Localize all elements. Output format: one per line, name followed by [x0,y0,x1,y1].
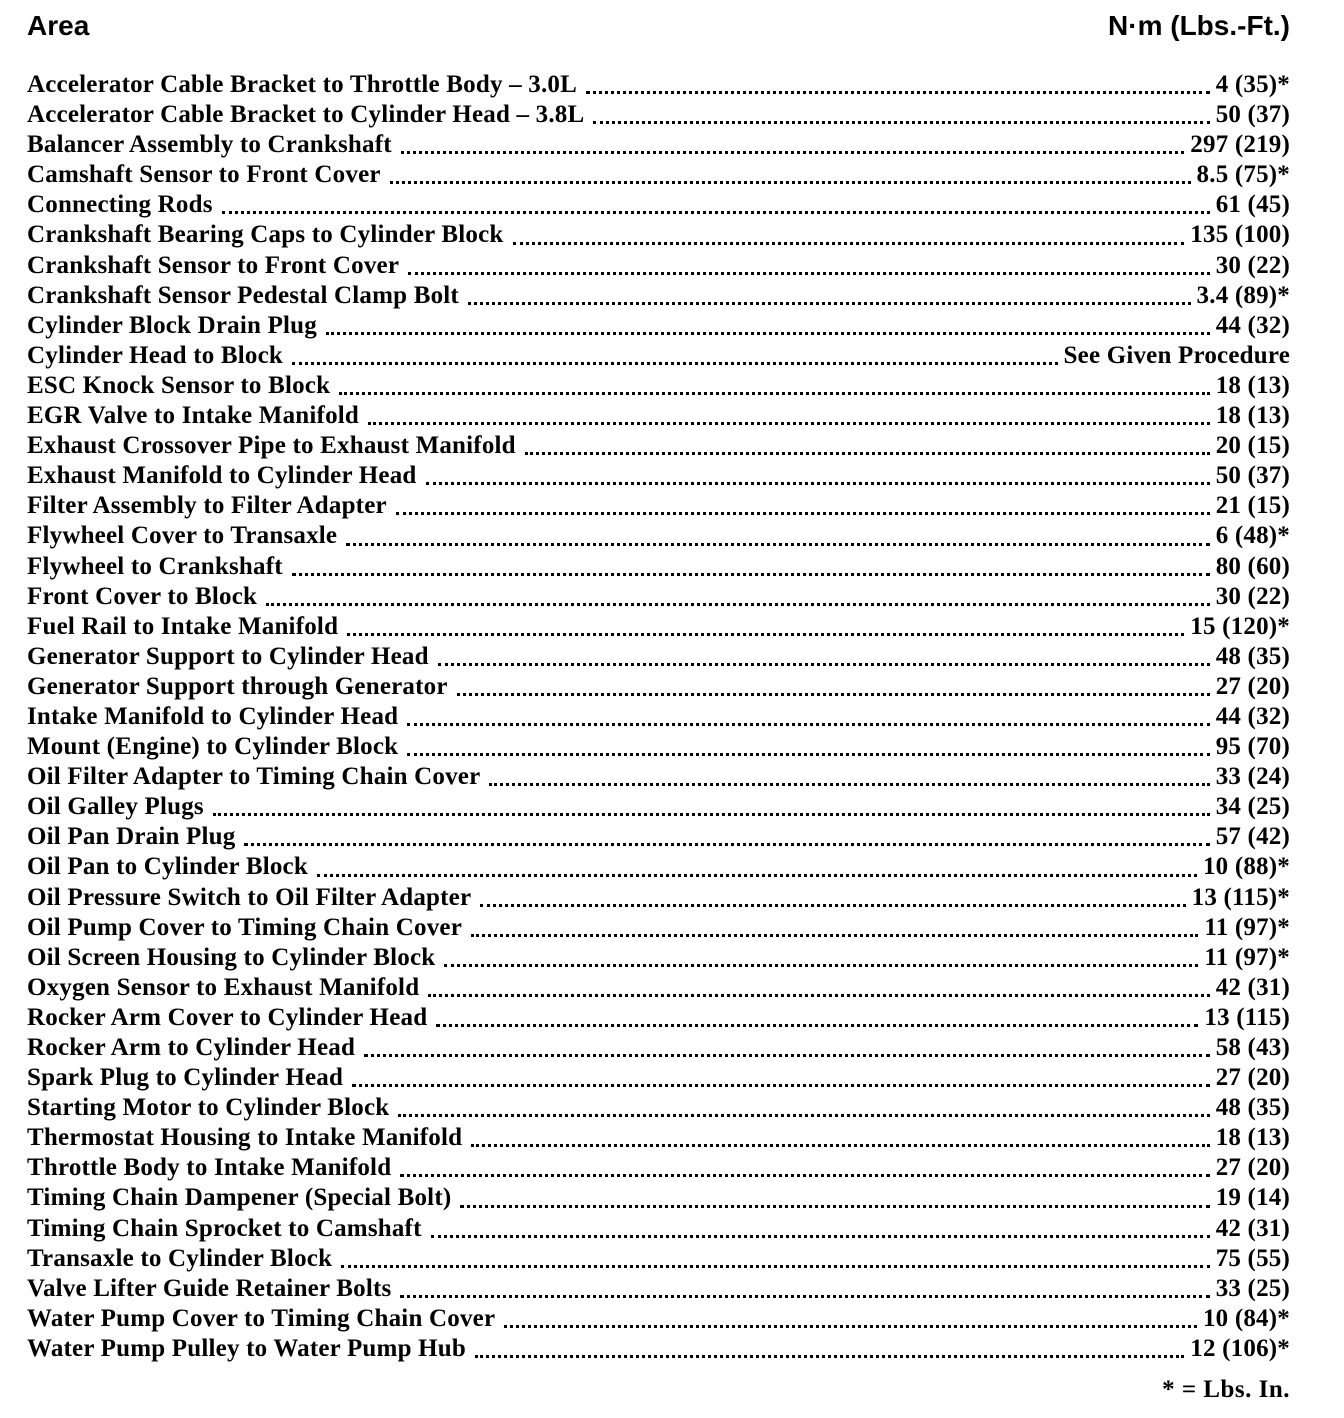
table-row [27,913,1290,943]
dot-leader [471,1144,1209,1147]
row-value: 33 (25) [1215,1274,1290,1302]
dot-leader [407,723,1209,726]
table-row [27,732,1290,762]
row-label: Front Cover to Block [27,582,258,610]
row-label: Filter Assembly to Filter Adapter [27,492,387,520]
row-label: Oil Screen Housing to Cylinder Block [27,943,436,971]
table-row [27,100,1290,130]
table-row [27,1183,1290,1213]
row-value: 13 (115) [1204,1003,1290,1031]
row-label: Flywheel Cover to Transaxle [27,522,338,550]
row-value: 3.4 (89)* [1196,281,1290,309]
row-value: 11 (97)* [1204,913,1290,941]
table-row [27,642,1290,672]
dot-leader [513,242,1185,245]
row-label: Crankshaft Sensor to Front Cover [27,251,400,279]
row-label: Oil Pressure Switch to Oil Filter Adapter [27,883,472,911]
row-label: Water Pump Cover to Timing Chain Cover [27,1304,496,1332]
dot-leader [586,91,1210,94]
table-row [27,582,1290,612]
row-value: 57 (42) [1215,823,1290,851]
row-label: Throttle Body to Intake Manifold [27,1154,392,1182]
row-label: Crankshaft Bearing Caps to Cylinder Block [27,221,504,249]
dot-leader [400,1174,1209,1177]
row-value: 44 (32) [1215,702,1290,730]
row-value: 20 (15) [1215,432,1290,460]
row-value: 18 (13) [1215,371,1290,399]
row-value: 18 (13) [1215,402,1290,430]
column-header-area: Area [27,10,90,41]
table-row [27,1244,1290,1274]
table-row [27,1033,1290,1063]
table-row [27,251,1290,281]
table-row [27,461,1290,491]
dot-leader [352,1084,1210,1087]
row-value: 4 (35)* [1215,71,1290,98]
table-row [27,1334,1290,1364]
row-value: 80 (60) [1215,552,1290,580]
dot-leader [341,1265,1210,1268]
table-row [27,341,1290,371]
table-row [27,521,1290,551]
row-label: Intake Manifold to Cylinder Head [27,702,399,730]
row-label: Timing Chain Dampener (Special Bolt) [27,1184,452,1212]
row-label: Rocker Arm to Cylinder Head [27,1034,356,1061]
row-label: Oxygen Sensor to Exhaust Manifold [27,973,420,1001]
row-value: 6 (48)* [1215,522,1290,550]
row-label: Crankshaft Sensor Pedestal Clamp Bolt [27,281,459,309]
table-row [27,1093,1290,1123]
dot-leader [401,151,1185,154]
table-row [27,883,1290,913]
table-row [27,852,1290,882]
row-value: 27 (20) [1215,672,1290,700]
row-label: Exhaust Crossover Pipe to Exhaust Manifold [27,432,516,460]
table-row [27,943,1290,973]
table-row [27,491,1290,521]
dot-leader [407,753,1209,756]
row-label: Generator Support to Cylinder Head [27,642,429,670]
row-value: 44 (32) [1215,311,1290,339]
table-row [27,1123,1290,1153]
table-row [27,70,1290,100]
table-row [27,1063,1290,1093]
dot-leader [398,1114,1209,1117]
row-value: See Given Procedure [1063,341,1290,369]
table-row [27,1153,1290,1183]
row-label: Generator Support through Generator [27,672,448,700]
dot-leader [438,663,1210,666]
row-value: 58 (43) [1215,1034,1290,1061]
row-value: 95 (70) [1215,733,1290,761]
row-label: Oil Pan Drain Plug [27,823,236,851]
dot-leader [339,392,1209,395]
dot-leader [457,693,1210,696]
dot-leader [504,1325,1197,1328]
table-row [27,1214,1290,1244]
row-label: Cylinder Head to Block [27,341,284,369]
dot-leader [317,874,1197,877]
row-label: Exhaust Manifold to Cylinder Head [27,462,417,490]
dot-leader [471,934,1198,937]
row-label: Timing Chain Sprocket to Camshaft [27,1214,422,1242]
row-value: 34 (25) [1215,793,1290,821]
dot-leader [292,362,1058,365]
table-row [27,401,1290,431]
dot-leader [428,994,1209,997]
table-row [27,1274,1290,1304]
row-label: Accelerator Cable Bracket to Cylinder Head – 3.8L [27,101,585,129]
row-label: Spark Plug to Cylinder Head [27,1064,344,1092]
dot-leader [468,302,1191,305]
row-label: Camshaft Sensor to Front Cover [27,161,381,189]
dot-leader [436,1024,1198,1027]
dot-leader [525,452,1210,455]
row-value: 10 (88)* [1202,853,1290,881]
row-value: 50 (37) [1215,101,1290,129]
row-label: Transaxle to Cylinder Block [27,1244,333,1272]
row-value: 30 (22) [1215,251,1290,279]
row-value: 8.5 (75)* [1196,161,1290,189]
row-label: Thermostat Housing to Intake Manifold [27,1124,463,1152]
dot-leader [408,272,1210,275]
row-label: Balancer Assembly to Crankshaft [27,131,392,159]
table-row [27,220,1290,250]
row-label: Oil Pan to Cylinder Block [27,853,308,881]
row-value: 61 (45) [1215,191,1290,219]
dot-leader [390,181,1191,184]
row-label: Starting Motor to Cylinder Block [27,1094,390,1122]
dot-leader [364,1054,1210,1057]
dot-leader [444,964,1198,967]
dot-leader [431,1235,1210,1238]
row-value: 75 (55) [1215,1244,1290,1272]
dot-leader [213,813,1210,816]
row-label: Water Pump Pulley to Water Pump Hub [27,1334,466,1362]
row-value: 11 (97)* [1204,943,1290,971]
row-value: 48 (35) [1215,642,1290,670]
row-value: 21 (15) [1215,492,1290,520]
table-row [27,612,1290,642]
table-row [27,552,1290,582]
row-value: 50 (37) [1215,462,1290,490]
dot-leader [489,783,1209,786]
row-value: 27 (20) [1215,1154,1290,1182]
table-row [27,762,1290,792]
dot-leader [266,603,1210,606]
row-label: Cylinder Block Drain Plug [27,311,317,339]
row-value: 10 (84)* [1202,1304,1290,1332]
table-row [27,672,1290,702]
table-row [27,190,1290,220]
table-row [27,371,1290,401]
row-label: Oil Pump Cover to Timing Chain Cover [27,913,463,941]
table-row [27,281,1290,311]
footnote-lbs-in: * = Lbs. In. [1162,1376,1290,1404]
table-row [27,160,1290,190]
row-value: 19 (14) [1215,1184,1290,1212]
dot-leader [326,332,1210,335]
row-label: Rocker Arm Cover to Cylinder Head [27,1003,428,1031]
dot-leader [396,512,1210,515]
row-value: 48 (35) [1215,1094,1290,1122]
dot-leader [368,422,1210,425]
row-label: Mount (Engine) to Cylinder Block [27,733,399,761]
dot-leader [460,1205,1209,1208]
row-value: 42 (31) [1215,1214,1290,1242]
row-value: 135 (100) [1190,221,1290,249]
row-label: Connecting Rods [27,191,213,219]
row-value: 18 (13) [1215,1124,1290,1152]
torque-table [27,70,1290,1364]
dot-leader [400,1295,1209,1298]
row-value: 12 (106)* [1190,1334,1290,1362]
row-label: Accelerator Cable Bracket to Throttle Body – 3.0L [27,71,577,98]
dot-leader [347,633,1184,636]
table-row [27,792,1290,822]
column-header-units: N·m (Lbs.-Ft.) [1108,10,1290,41]
row-value: 297 (219) [1190,131,1290,159]
table-row [27,130,1290,160]
row-label: ESC Knock Sensor to Block [27,371,331,399]
dot-leader [593,121,1209,124]
dot-leader [222,211,1210,214]
table-row [27,311,1290,341]
row-value: 42 (31) [1215,973,1290,1001]
row-label: Flywheel to Crankshaft [27,552,283,580]
dot-leader [292,573,1210,576]
table-row [27,973,1290,1003]
row-label: Oil Filter Adapter to Timing Chain Cover [27,763,481,791]
row-value: 27 (20) [1215,1064,1290,1092]
dot-leader [475,1355,1184,1358]
table-row [27,431,1290,461]
row-label: EGR Valve to Intake Manifold [27,402,360,430]
table-row [27,1304,1290,1334]
table-row [27,1003,1290,1033]
row-value: 30 (22) [1215,582,1290,610]
row-label: Oil Galley Plugs [27,793,204,821]
dot-leader [244,843,1209,846]
row-label: Valve Lifter Guide Retainer Bolts [27,1274,392,1302]
dot-leader [426,482,1210,485]
row-value: 33 (24) [1215,763,1290,791]
row-label: Fuel Rail to Intake Manifold [27,612,339,640]
row-value: 15 (120)* [1190,612,1290,640]
dot-leader [346,543,1209,546]
table-row [27,702,1290,732]
column-headers [27,10,1290,42]
table-row [27,822,1290,852]
row-value: 13 (115)* [1191,883,1290,911]
dot-leader [480,904,1185,907]
